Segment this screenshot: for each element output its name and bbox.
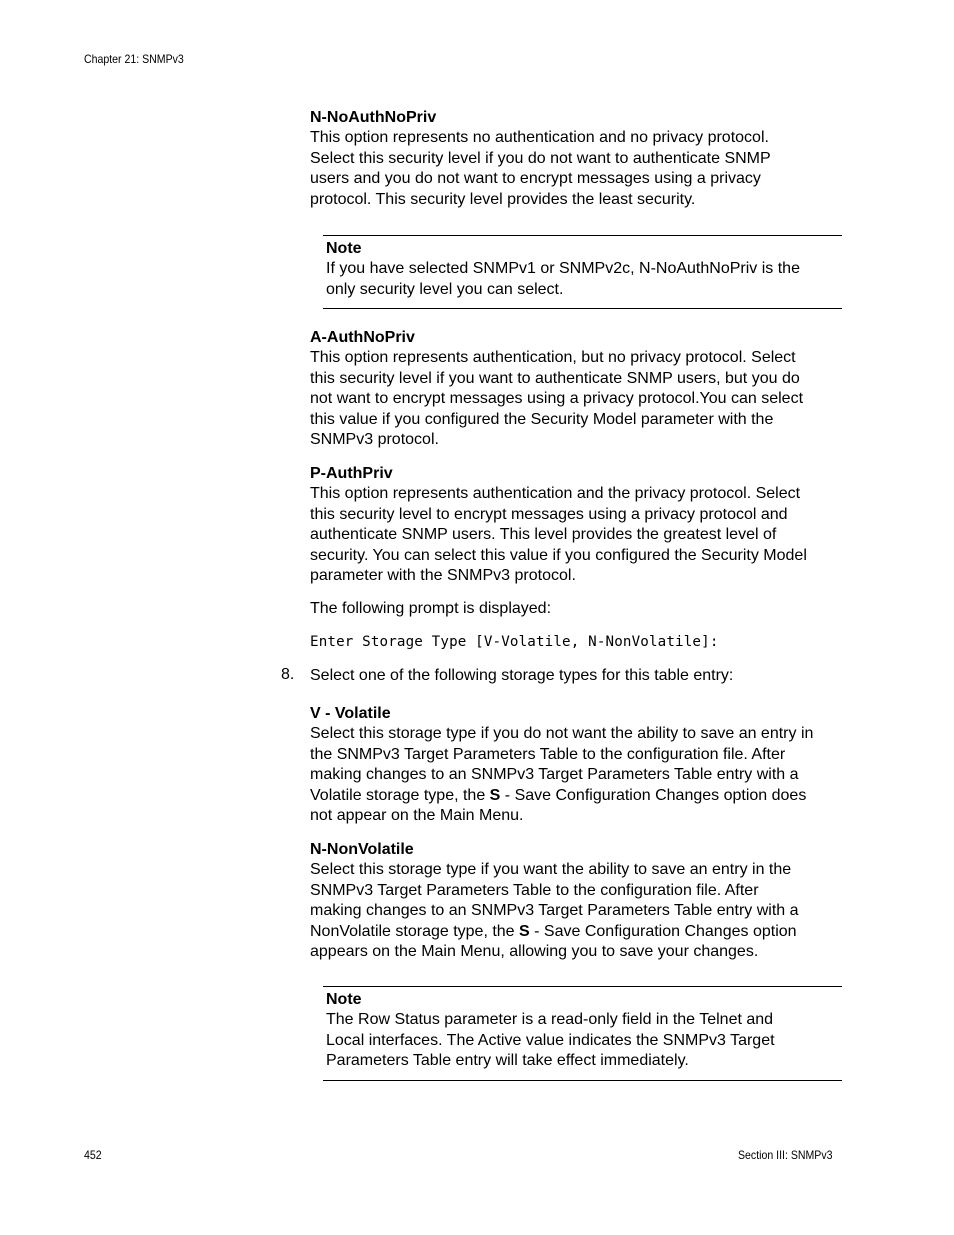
text-line: protocol. This security level provides the least security. [310, 190, 696, 208]
note-label: Note [326, 240, 362, 257]
text-line: parameter with the SNMPv3 protocol. [310, 567, 576, 585]
text-line: appears on the Main Menu, allowing you to save your changes. [310, 943, 759, 961]
text-line: making changes to an SNMPv3 Target Parameters Table entry with a [310, 766, 799, 784]
section-authpriv [310, 464, 850, 586]
text-line: not appear on the Main Menu. [310, 807, 524, 825]
text-line: Select this storage type if you do not want the ability to save an entry in [310, 725, 814, 743]
text-line: this security level if you want to authenticate SNMP users, but you do [310, 369, 800, 387]
text-line: the SNMPv3 Target Parameters Table to the configuration file. After [310, 745, 786, 763]
text-line: Volatile storage type, the S - Save Configuration Changes option does [310, 786, 807, 804]
note-line: If you have selected SNMPv1 or SNMPv2c, N-NoAuthNoPriv is the [326, 260, 800, 278]
text-line: SNMPv3 protocol. [310, 431, 439, 449]
page-number: 452 [84, 1148, 102, 1162]
note-line: only security level you can select. [326, 280, 564, 298]
text-line: This option represents no authentication and no privacy protocol. [310, 129, 769, 147]
text-line: NonVolatile storage type, the S - Save Configuration Changes option [310, 922, 797, 940]
heading-nonvolatile: N-NonVolatile [310, 841, 414, 858]
text-line: Select this storage type if you want the ability to save an entry in the [310, 861, 792, 879]
text-line: SNMPv3 Target Parameters Table to the configuration file. After [310, 881, 759, 899]
section-noauthnopriv [310, 108, 850, 210]
note-box-2 [323, 986, 842, 1081]
text-line: this security level to encrypt messages using a privacy protocol and [310, 505, 788, 523]
section-nonvolatile [310, 840, 850, 962]
text-line: this value if you configured the Security Model parameter with the [310, 410, 774, 428]
text-line: authenticate SNMP users. This level provides the greatest level of [310, 526, 777, 544]
prompt-code: Enter Storage Type [V-Volatile, N-NonVolatile]: [310, 634, 719, 650]
note-line: The Row Status parameter is a read-only field in the Telnet and [326, 1011, 774, 1029]
note-line: Local interfaces. The Active value indicates the SNMPv3 Target [326, 1031, 775, 1049]
chapter-header: Chapter 21: SNMPv3 [84, 52, 184, 66]
note-box-1 [323, 235, 842, 309]
option-key: S [519, 922, 530, 940]
text-line: users and you do not want to encrypt messages using a privacy [310, 170, 761, 188]
option-key: S [489, 786, 501, 804]
text-line: This option represents authentication, but no privacy protocol. Select [310, 349, 796, 367]
text-line: Select this security level if you do not want to authenticate SNMP [310, 149, 771, 167]
step-text: Select one of the following storage types for this table entry: [310, 667, 734, 684]
text-line: security. You can select this value if you configured the Security Model [310, 546, 807, 564]
note-line: Parameters Table entry will take effect immediately. [326, 1052, 689, 1070]
prompt-intro: The following prompt is displayed: [310, 600, 552, 617]
heading-authpriv: P-AuthPriv [310, 465, 393, 482]
note-label: Note [326, 991, 362, 1008]
section-footer: Section III: SNMPv3 [738, 1148, 833, 1162]
text-line: not want to encrypt messages using a privacy protocol.You can select [310, 390, 804, 408]
heading-volatile: V - Volatile [310, 705, 391, 722]
section-volatile [310, 704, 850, 826]
section-authnopriv [310, 328, 850, 450]
text-line: This option represents authentication and the privacy protocol. Select [310, 485, 801, 503]
step-number: 8. [281, 666, 295, 683]
heading-authnopriv: A-AuthNoPriv [310, 329, 415, 346]
heading-noauthnopriv: N-NoAuthNoPriv [310, 109, 437, 126]
text-line: making changes to an SNMPv3 Target Parameters Table entry with a [310, 902, 799, 920]
